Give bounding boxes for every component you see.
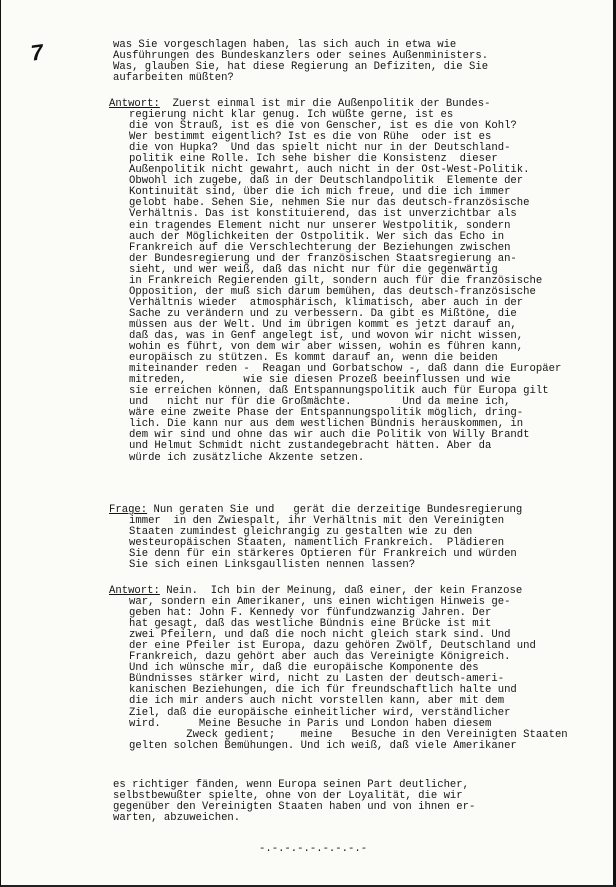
line-text: Frankreich auf die Verschlechterung der Beziehungen zwischen [129,241,511,254]
line-text: sieht, und wer weiß, daß das nicht nur für die gegenwärtig [129,263,498,276]
line-text: westeuropäischen Staaten, namentlich Frankreich. Plädieren [129,537,505,550]
line-text: und nicht nur für die Großmächte. Und da meine ich, [129,396,511,409]
line-text: Zuerst einmal ist mir die Außenpolitik der Bundes- [159,98,491,110]
paragraph-answer-2 [109,586,599,752]
line-text: politik eine Rolle. Ich sehe bisher die Konsistenz dieser [129,153,498,166]
line-text: gelten solchen Bemühungen. Und ich weiß, daß viele Amerikaner [129,739,517,752]
line-text: Sie denn für ein stärkeres Optieren für Frankreich und würden [129,548,517,561]
line-text: Verhältnis wieder atmosphärisch, klimatisch, aber auch in der [129,296,524,309]
line-text: der Bundesregierung und der französischen Staatsregierung an- [129,252,517,265]
page-number: 7 [29,39,45,66]
line-text: wäre eine zweite Phase der Entspannungspolitik möglich, dring- [129,407,524,420]
line-text: aufarbeiten müßten? [113,72,234,85]
line-text: ein tragendes Element nicht nur unserer Westpolitik, sondern [129,219,511,232]
line-text: in Frankreich Regierenden gilt, sondern auch für die französische [129,274,543,287]
line-text: Frankreich, dazu gehört aber auch das Vereinigte Königreich. [129,651,511,664]
line-text: war, sondern ein Amerikaner, uns einen wichtigen Hinweis ge- [129,596,511,609]
line-text: Wer bestimmt eigentlich? Ist es die von Rühe oder ist es [129,131,492,144]
paragraph-answer-1 [109,99,599,464]
line-text: die von Hupka? Und das spielt nicht nur in der Deutschland- [129,142,511,155]
line-text: und Helmut Schmidt nicht zustandegebracht hätten. Aber da [129,440,492,453]
line-text: Ausführungen des Bundeskanzlers oder seines Außenministers. [113,50,489,63]
text-line [109,453,599,464]
line-text: der eine Pfeiler ist Europa, dazu gehören Zwölf, Deutschland und [129,640,536,653]
line-text: Verhältnis. Das ist konstituierend, das ist unverzichtbar als [129,208,517,221]
line-text: Bündnisses stärker wird, nicht zu Lasten der deutsch-ameri- [129,673,505,686]
line-text: wird. Meine Besuche in Paris und London haben diesem [129,717,492,730]
line-text: Ziel, daß die europäische einheitlicher wird, verständlicher [129,706,511,719]
line-text: gelobt habe. Sehen Sie, nehmen Sie nur das deutsch-französische [129,197,530,210]
line-text: Sache zu verändern und zu verbessern. Da gibt es Mißtöne, die [129,307,517,320]
line-text: mitreden, wie sie diesen Prozeß beeinflussen und wie [129,374,511,387]
line-text: Obwohl ich zugebe, daß in der Deutschlandpolitik Elemente der [129,175,524,188]
line-text: Opposition, der muß sich darum bemühen, das deutsch-französische [129,285,536,298]
line-text: müssen aus der Welt. Und im übrigen kommt es jetzt darauf an, [129,318,517,331]
line-text: Nun geraten Sie und gerät die derzeitige Bundesregierung [147,504,523,516]
line-text: dem wir sind und ohne das wir auch die Politik von Willy Brandt [129,429,530,442]
line-text: lich. Die kann nur aus dem westlichen Bündnis herauskommen, in [129,418,524,431]
line-text: europäisch zu stützen. Es kommt darauf an, wenn die beiden [129,352,498,365]
line-text: Nein. Ich bin der Meinung, daß einer, der kein Franzose [159,585,523,597]
line-text: hat gesagt, daß das westliche Bündnis eine Brücke ist mit [129,618,492,631]
line-text: warten, abzuweichen. [113,812,241,825]
line-text: die ich mir anders auch nicht vorstellen kann, aber mit dem [129,695,505,708]
line-text: immer in den Zwiespalt, ihr Verhältnis mit den Vereinigten [129,515,505,528]
line-text: die von Strauß, ist es die von Genscher, ist es die von Kohl? [129,120,517,133]
line-text: würde ich zusätzliche Akzente setzen. [129,451,365,464]
end-separator: -.-.-.-.-.-.-.-.- [259,843,368,855]
line-text: auch der Möglichkeiten der Ostpolitik. Wer sich das Echo in [129,230,505,243]
line-text: Was, glauben Sie, hat diese Regierung an Defiziten, die Sie [113,61,489,74]
line-text: regierung nicht klar genug. Ich wüßte gerne, ist es [129,109,454,122]
line-text: Staaten zumindest gleichrangig zu gestalten wie zu den [129,526,473,539]
line-text: Sie sich einen Linksgaullisten nennen lassen? [129,559,416,572]
text-line [109,741,599,752]
paragraph-question-2 [109,505,599,571]
line-text: Kontinuität sind, über die ich mich freue, und die ich immer [129,186,511,199]
paragraph-answer-2-continuation [113,780,603,824]
line-text: miteinander reden - Reagan und Gorbatschow -, daß dann die Europäer [129,363,562,376]
line-text: Und ich wünsche mir, daß die europäische Komponente des [129,662,479,675]
line-text: es richtiger fänden, wenn Europa seinen Part deutlicher, [113,779,470,791]
text-line [113,813,603,824]
line-text: Zweck gedient; meine Besuche in den Vereinigten Staaten [129,728,568,741]
line-text: selbstbewußter spielte, ohne von der Loyalität, die wir [113,790,463,803]
line-text: daß das, was in Genf angelegt ist, und wovon wir nicht wissen, [129,329,524,342]
line-text: Außenpolitik nicht gewahrt, auch nicht in der Ost-West-Politik. [129,164,530,177]
line-text: gegenüber den Vereinigten Staaten haben und von ihnen er- [113,801,476,814]
line-text: kanischen Beziehungen, die ich für freundschaftlich halte und [129,684,517,697]
line-text: wohin es führt, von dem wir aber wissen, wohin es führen kann, [129,341,524,354]
line-text: zwei Pfeilern, und daß die noch nicht gleich stark sind. Und [129,629,511,642]
line-text: sie erreichen können, daß Entspannungspolitik auch für Europa gilt [129,385,549,398]
text-line [109,560,599,571]
text-line [113,73,603,84]
speaker-label: Frage: [109,504,148,516]
speaker-label: Antwort: [109,98,160,110]
speaker-label: Antwort: [109,585,160,597]
paragraph-question-continuation [113,40,603,84]
line-text: was Sie vorgeschlagen haben, las sich auch in etwa wie [113,39,457,51]
line-text: geben hat: John F. Kennedy vor fünfundzwanzig Jahren. Der [129,607,492,620]
